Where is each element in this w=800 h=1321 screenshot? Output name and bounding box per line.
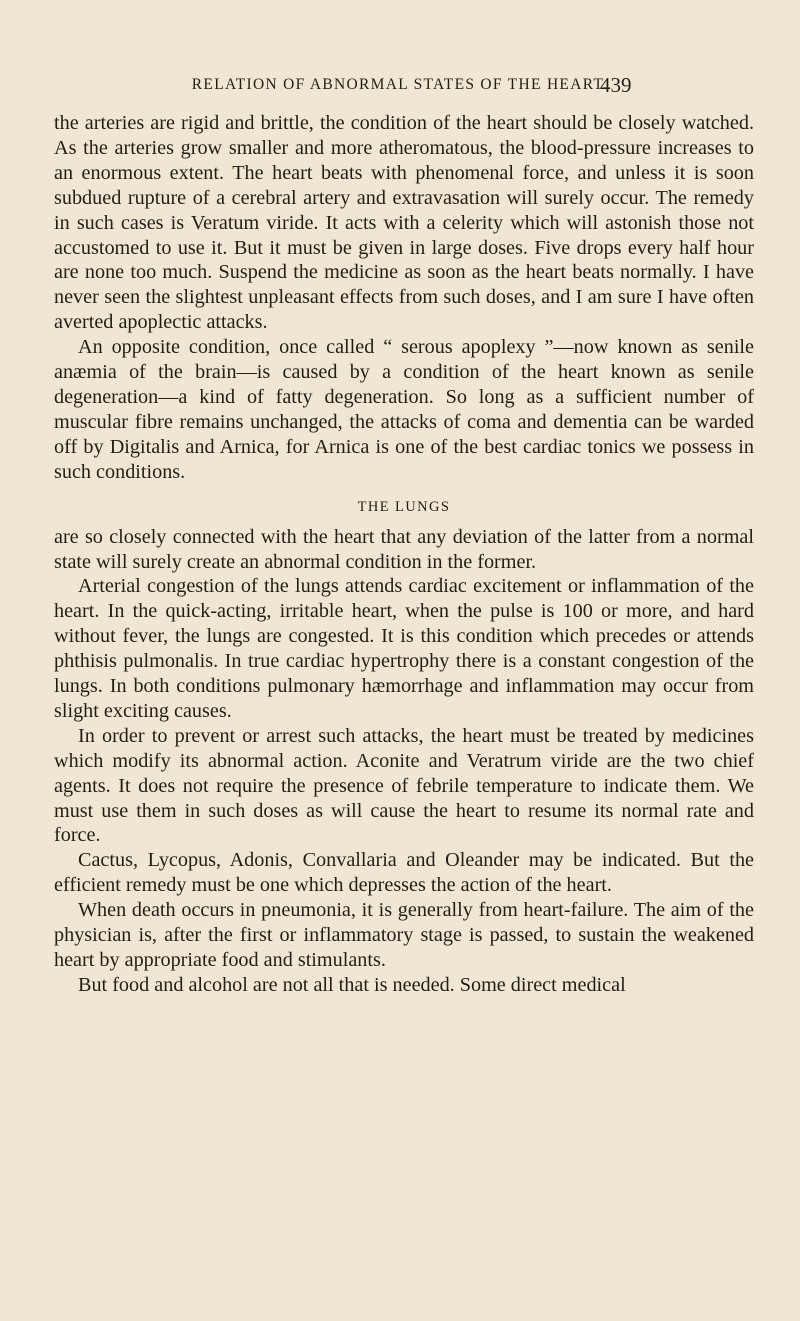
- paragraph-treatment: In order to prevent or arrest such attacks, the heart must be treated by medicines which modify its abnormal action. Aconite and Veratrum viride are the two chief agents. It does not require the presence of febrile temperature to indicate them. We must use them in such doses as will cause the heart to resume its normal rate and force.: [54, 724, 754, 847]
- paragraph-continuation: the arteries are rigid and brittle, the condition of the heart should be closely watched. As the arteries grow smaller and more atheromatous, the blood-pressure increases to an enormous extent. The heart beats with phenomenal force, and unless it is soon subdued rupture of a cerebral artery and extravasation will surely occur. The remedy in such cases is Veratum viride. It acts with a celerity which will astonish those not accustomed to use it. But it must be given in large doses. Five drops every half hour are none too much. Suspend the medicine as soon as the heart beats normally. I have never seen the slightest unpleasant effects from such doses, and I am sure I have often averted apoplectic attacks.: [54, 112, 754, 334]
- section-heading-lungs: THE LUNGS: [357, 498, 451, 515]
- running-header: RELATION OF ABNORMAL STATES OF THE HEART.: [191, 76, 609, 93]
- paragraph-lungs-intro: are so closely connected with the heart that any deviation of the latter from a normal state will surely create an abnormal condition in the former.: [54, 525, 754, 573]
- body-text: [54, 111, 754, 998]
- page-number: 439: [600, 73, 632, 97]
- paragraph-pneumonia: When death occurs in pneumonia, it is generally from heart-failure. The aim of the physician is, after the first or inflammatory stage is passed, to sustain the weakened heart by appropriate food and stimulants.: [54, 899, 754, 971]
- paragraph-senile-anaemia: An opposite condition, once called “ serous apoplexy ”—now known as senile anæmia of the brain—is caused by a condition of the heart known as senile degeneration—a kind of fatty degeneration. So long as a sufficient number of muscular fibre remains unchanged, the attacks of coma and dementia can be warded off by Digitalis and Arnica, for Arnica is one of the best cardiac tonics we possess in such conditions.: [54, 336, 754, 483]
- paragraph-food-alcohol: But food and alcohol are not all that is needed. Some direct medical: [78, 973, 626, 996]
- paragraph-cactus: Cactus, Lycopus, Adonis, Convallaria and Oleander may be indicated. But the efficient remedy must be one which depresses the action of the heart.: [54, 849, 754, 897]
- paragraph-arterial-congestion: Arterial congestion of the lungs attends cardiac excitement or inflammation of the heart. In the quick-acting, irritable heart, when the pulse is 100 or more, and hard without fever, the lungs are congested. It is this condition which precedes or attends phthisis pulmonalis. In true cardiac hypertrophy there is a constant congestion of the lungs. In both conditions pulmonary hæmorrhage and inflammation may occur from slight exciting causes.: [54, 575, 754, 722]
